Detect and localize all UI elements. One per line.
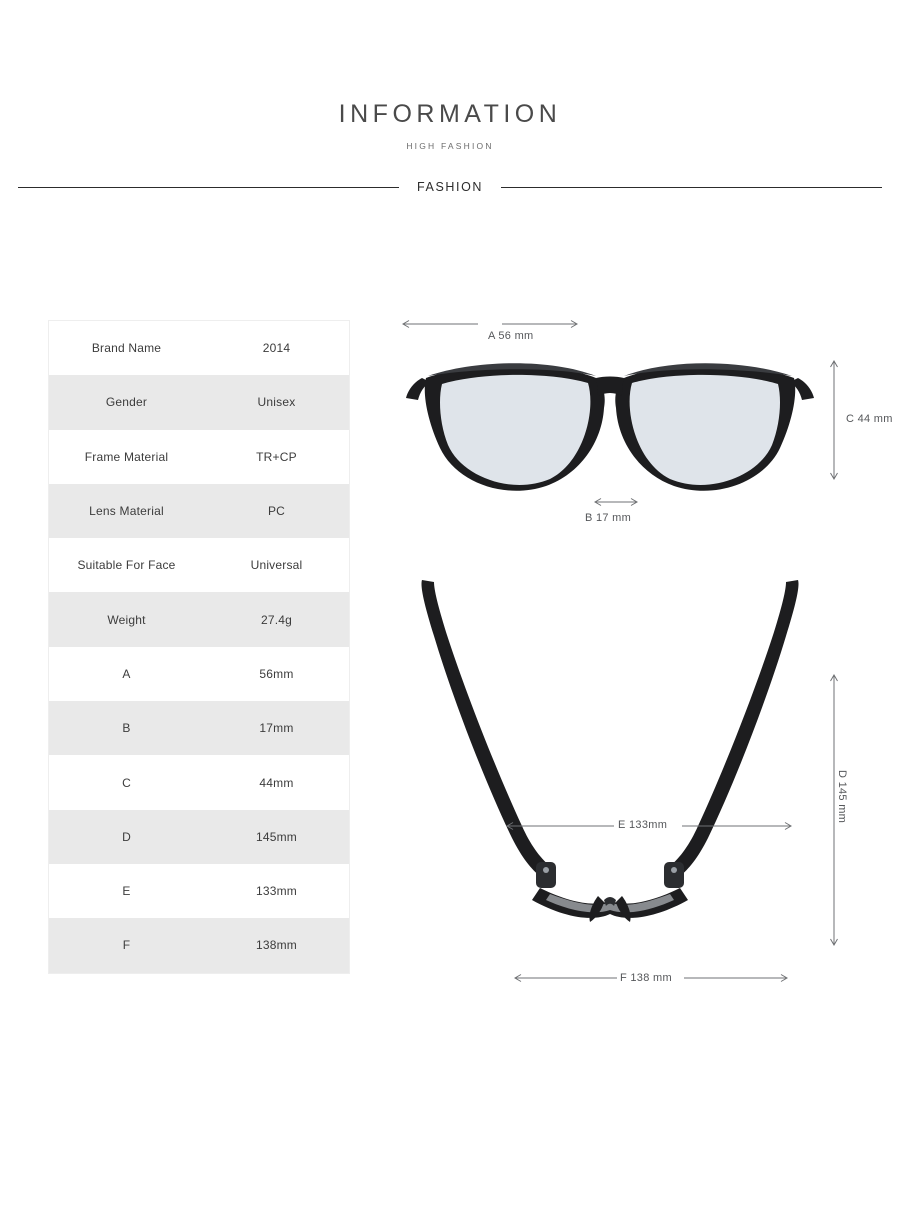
dim-label-a: A 56 mm xyxy=(488,330,534,342)
page-header xyxy=(0,100,900,151)
table-row xyxy=(49,375,349,429)
glasses-top-view-illustration xyxy=(400,570,820,940)
spec-value: 133mm xyxy=(255,884,297,899)
spec-label: D xyxy=(122,829,131,844)
specification-table xyxy=(48,320,350,974)
spec-value: Unisex xyxy=(257,395,296,410)
spec-label: A xyxy=(122,666,131,681)
dim-label-d: D 145 mm xyxy=(836,770,848,824)
dimension-arrow-a xyxy=(400,318,580,330)
divider-label: FASHION xyxy=(416,180,484,194)
spec-label: E xyxy=(122,884,131,899)
spec-label: Suitable For Face xyxy=(77,558,176,573)
table-row xyxy=(49,755,349,809)
spec-value: PC xyxy=(267,504,286,519)
table-row xyxy=(49,918,349,972)
dim-label-c: C 44 mm xyxy=(846,413,893,425)
table-row xyxy=(49,701,349,755)
spec-label: F xyxy=(122,938,131,953)
spec-value: 27.4g xyxy=(260,612,293,627)
dimension-arrow-b xyxy=(592,496,640,508)
table-row xyxy=(49,484,349,538)
table-row xyxy=(49,810,349,864)
dim-label-b: B 17 mm xyxy=(585,512,632,524)
spec-value: 2014 xyxy=(262,341,291,356)
spec-label: C xyxy=(122,775,131,790)
page-title: INFORMATION xyxy=(338,100,562,128)
table-row xyxy=(49,592,349,646)
spec-value: 145mm xyxy=(255,829,297,844)
spec-label: Brand Name xyxy=(91,341,162,356)
divider-line-right xyxy=(501,187,882,188)
spec-value: TR+CP xyxy=(256,449,297,464)
table-row xyxy=(49,321,349,375)
spec-label: Gender xyxy=(105,395,148,410)
page-subtitle: HIGH FASHION xyxy=(406,141,494,151)
spec-label: B xyxy=(122,721,131,736)
table-row xyxy=(49,538,349,592)
spec-value: 138mm xyxy=(255,938,297,953)
spec-label: Weight xyxy=(107,612,146,627)
table-row xyxy=(49,864,349,918)
dim-label-f: F 138 mm xyxy=(620,972,672,984)
spec-value: Universal xyxy=(250,558,303,573)
dimension-diagrams xyxy=(380,300,900,1020)
table-row xyxy=(49,430,349,484)
section-divider xyxy=(18,180,882,194)
spec-value: 56mm xyxy=(259,666,294,681)
table-row xyxy=(49,647,349,701)
spec-label: Frame Material xyxy=(84,449,169,464)
spec-value: 17mm xyxy=(259,721,294,736)
spec-label: Lens Material xyxy=(89,504,164,519)
glasses-front-view-illustration xyxy=(400,338,820,508)
dimension-arrow-c xyxy=(828,358,840,482)
divider-line-left xyxy=(18,187,399,188)
dim-label-e: E 133mm xyxy=(618,819,668,831)
spec-value: 44mm xyxy=(259,775,294,790)
